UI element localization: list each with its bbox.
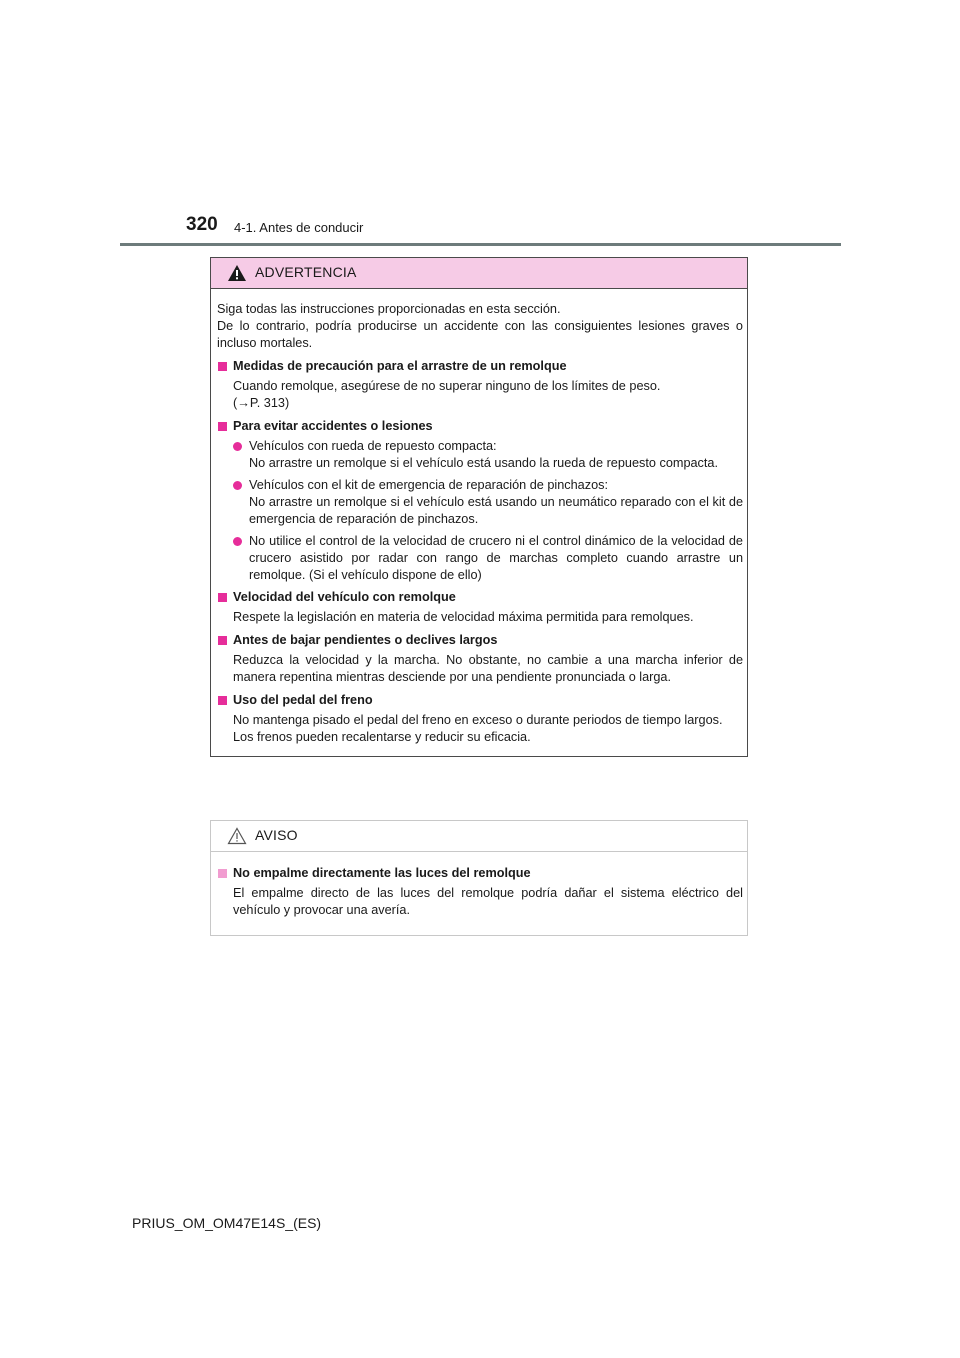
square-bullet-icon [218, 636, 227, 645]
notice-body [211, 852, 747, 935]
list-item: Vehículos con el kit de emergencia de reparación de pinchazos: No arrastre un remolque si el vehículo está usando un neumático reparado con el kit de emergencia de reparación de pinchazos. [217, 477, 743, 528]
list-item: No utilice el control de la velocidad de crucero ni el control dinámico de la velocidad de crucero asistido por radar con rango de marchas completo cuando arrastre un remolque. (Si el vehículo dispone de ello) [217, 533, 743, 584]
notice-title: AVISO [255, 827, 298, 843]
square-bullet-icon [218, 593, 227, 602]
warning-triangle-icon [227, 264, 247, 282]
page-number: 320 [186, 214, 218, 235]
notice-header [211, 821, 747, 852]
warning-intro [217, 301, 743, 352]
square-bullet-icon [218, 696, 227, 705]
list-item: Vehículos con rueda de repuesto compacta: No arrastre un remolque si el vehículo está usando la rueda de repuesto compacta. [217, 438, 743, 472]
page-reference: (→P. 313) [233, 396, 290, 410]
section-title: 4-1. Antes de conducir [234, 220, 364, 235]
section-text: Respete la legislación en materia de velocidad máxima permitida para remolques. [233, 610, 694, 624]
square-bullet-icon [218, 869, 227, 878]
section-text: Reduzca la velocidad y la marcha. No obstante, no cambie a una marcha inferior de manera repentina mientras desciende por una pendiente pronunciada o larga. [233, 653, 743, 684]
header-rule [120, 243, 841, 246]
intro-line: De lo contrario, podría producirse un accidente con las consiguientes lesiones graves o incluso mortales. [217, 319, 743, 350]
warning-title: ADVERTENCIA [255, 264, 357, 280]
section-heading: Antes de bajar pendientes o declives largos [217, 632, 743, 649]
round-bullet-icon [233, 537, 242, 546]
section-text: Cuando remolque, asegúrese de no superar ninguno de los límites de peso. (→P. 313) [217, 378, 743, 412]
section-heading: No empalme directamente las luces del remolque [217, 865, 743, 882]
document-code: PRIUS_OM_OM47E14S_(ES) [132, 1215, 322, 1231]
section-text: El empalme directo de las luces del remolque podría dañar el sistema eléctrico del vehículo y provocar una avería. [233, 886, 743, 917]
warning-header [211, 258, 747, 289]
round-bullet-icon [233, 481, 242, 490]
intro-line: Siga todas las instrucciones proporcionadas en esta sección. [217, 302, 561, 316]
section-text: No mantenga pisado el pedal del freno en exceso o durante periodos de tiempo largos. Los frenos pueden recalentarse y reducir su eficacia. [233, 713, 723, 744]
notice-box [210, 820, 748, 936]
caution-triangle-icon [227, 827, 247, 845]
warning-box [210, 257, 748, 757]
section-heading: Medidas de precaución para el arrastre de un remolque [217, 358, 743, 375]
warning-body [211, 289, 747, 756]
section-heading: Velocidad del vehículo con remolque [217, 589, 743, 606]
round-bullet-icon [233, 442, 242, 451]
section-heading: Para evitar accidentes o lesiones [217, 418, 743, 435]
square-bullet-icon [218, 362, 227, 371]
square-bullet-icon [218, 422, 227, 431]
section-heading: Uso del pedal del freno [217, 692, 743, 709]
